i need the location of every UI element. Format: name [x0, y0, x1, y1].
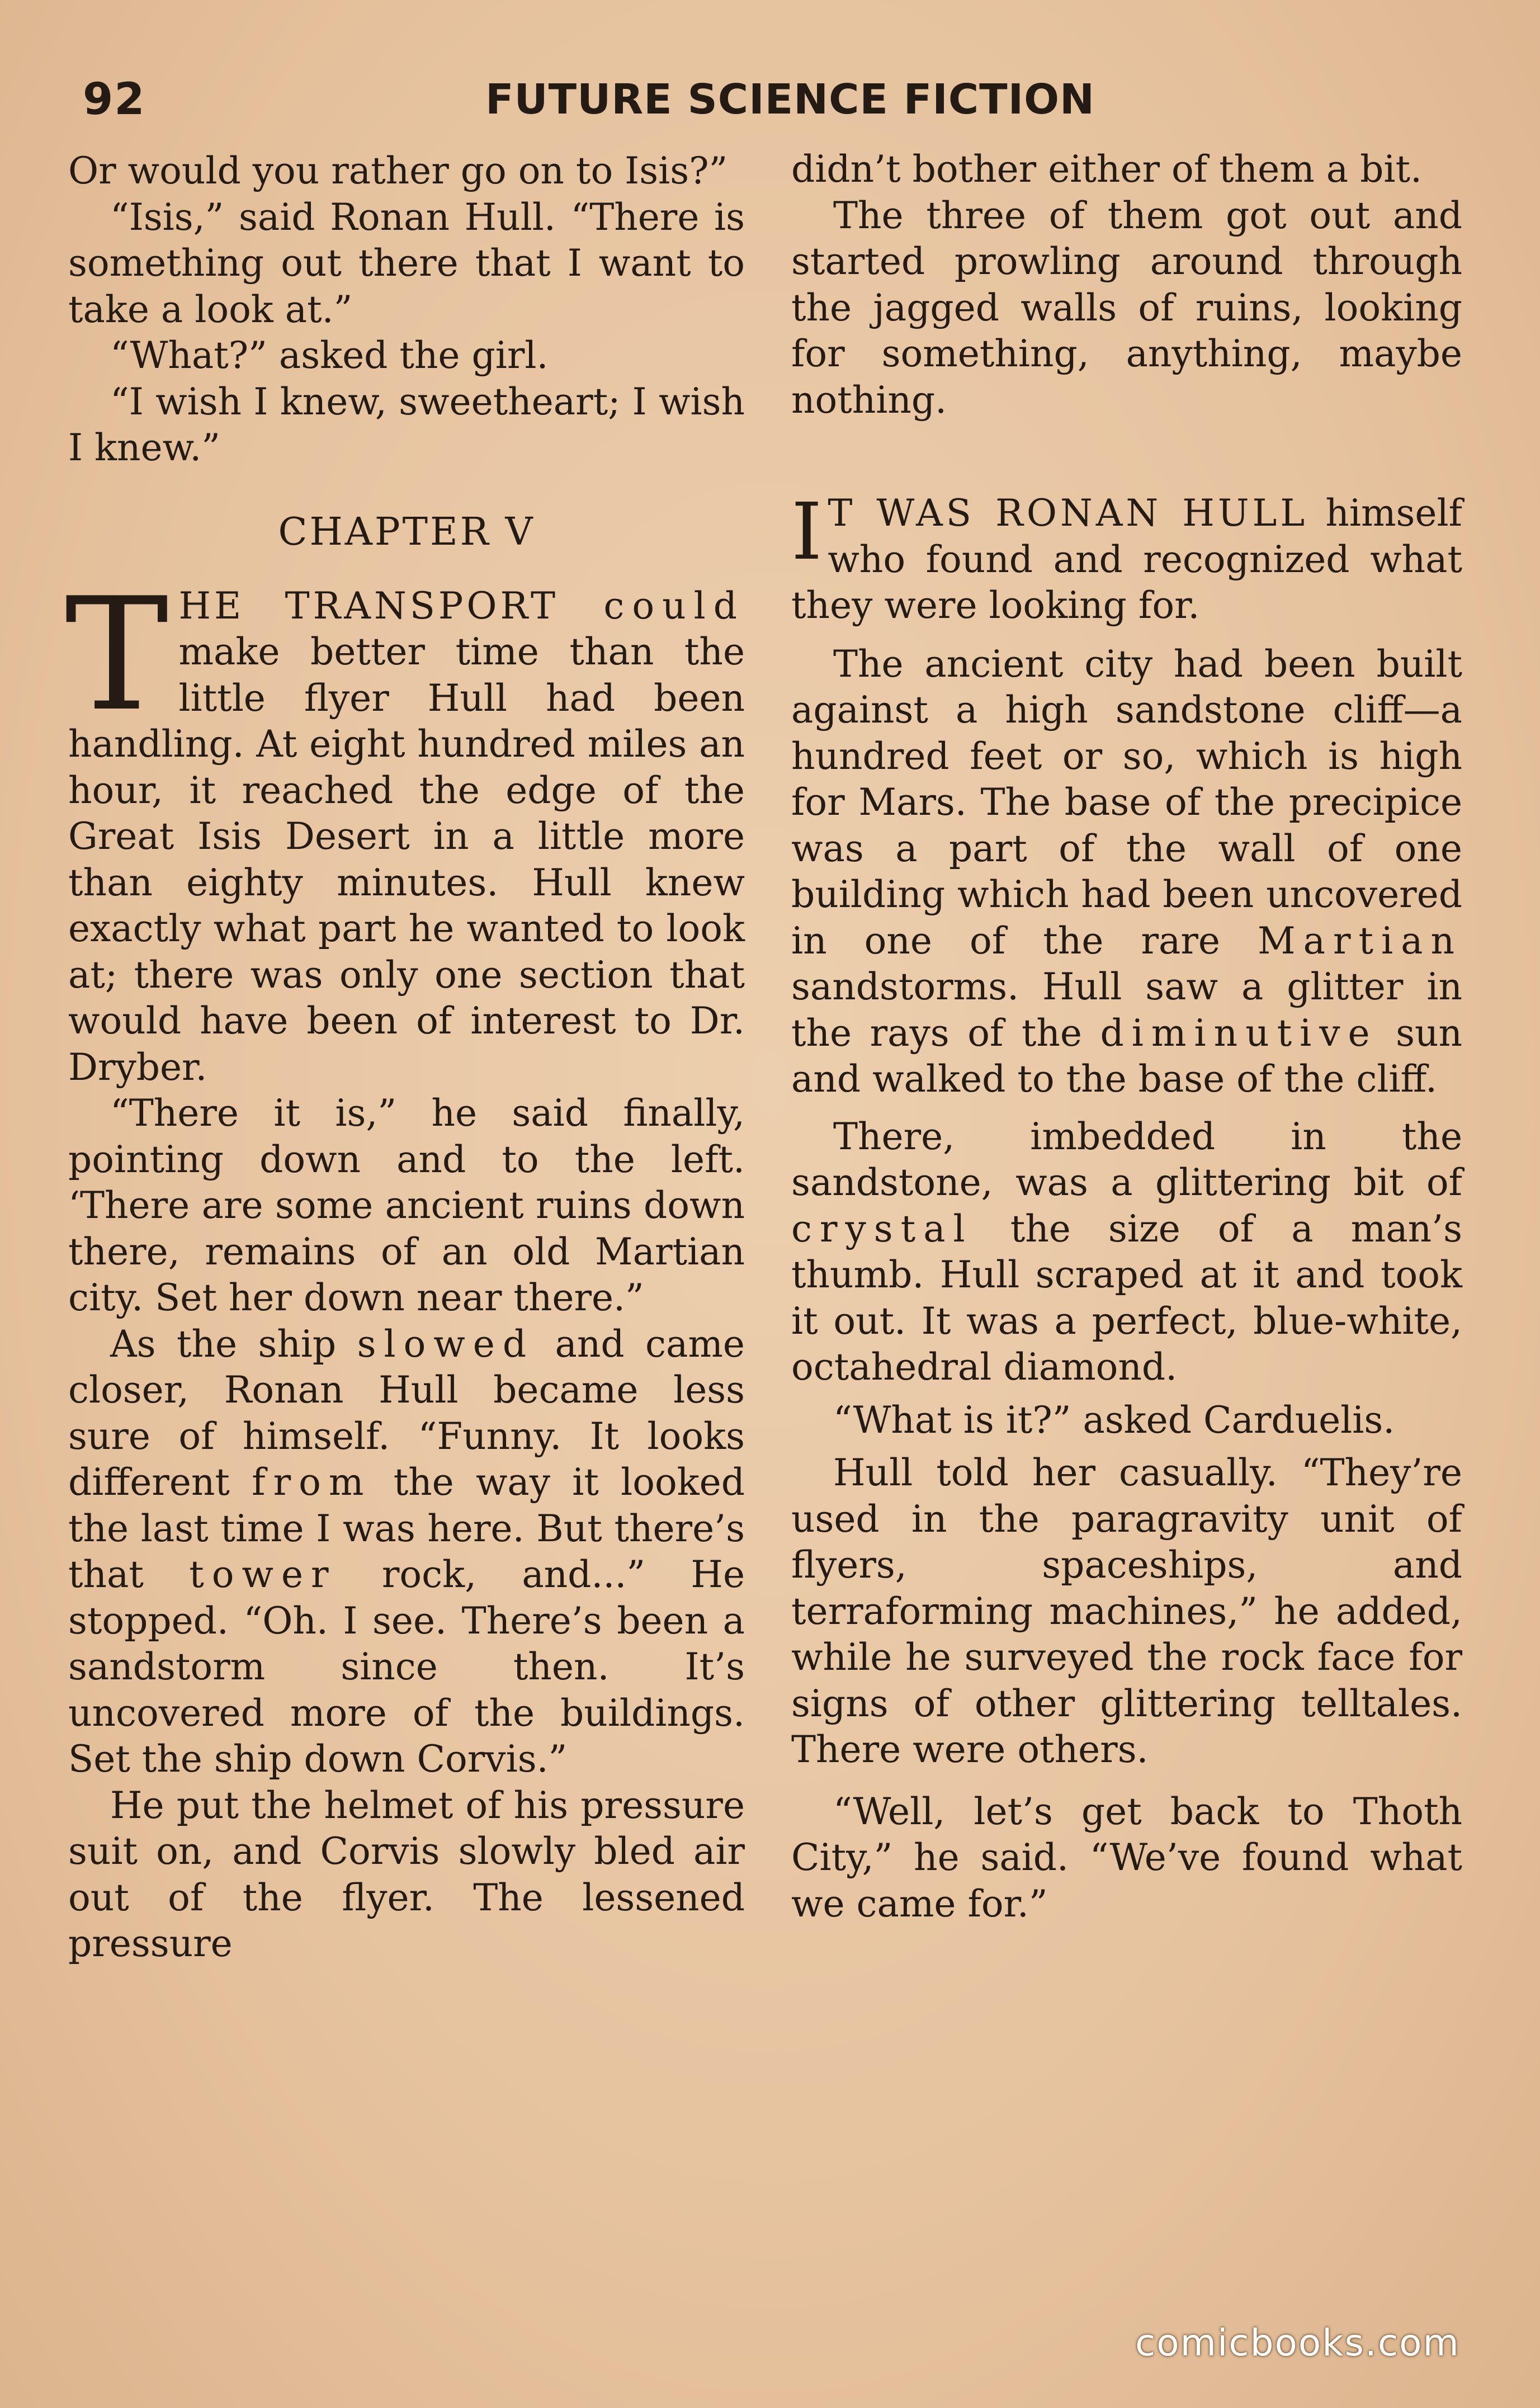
paragraph: “Isis,” said Ronan Hull. “There is something out there that I want to take a look at.”: [68, 195, 745, 331]
page-number: 92: [83, 74, 146, 125]
paragraph: “I wish I knew, sweetheart; I wish I knew.”: [68, 380, 745, 469]
paragraph-initial: [791, 487, 1462, 629]
paragraph: “What?” asked the girl.: [110, 334, 549, 377]
spaced-text: slowed: [357, 1322, 535, 1366]
paragraph-text: the size of a man’s thumb. Hull scraped at it and took it out. It was a perfect, blue-white, octahedral diamond.: [791, 1207, 1462, 1389]
page-header: [83, 72, 1095, 133]
right-column: [791, 147, 1462, 1927]
lead-in-text: T WAS RONAN HULL: [828, 492, 1308, 535]
paragraph-text: himself who found and recognized what they were looking for.: [791, 492, 1462, 627]
paragraph-text: The ancient city had been built against a high sandstone cliff—a hundred feet or so, which is high for Mars. The base of the precipice was a part of the wall of one building which had been uncovered in one of the rare: [791, 642, 1462, 962]
paragraph: “Well, let’s get back to Thoth City,” he said. “We’ve found what we came for.”: [791, 1790, 1462, 1925]
spaced-text: tower: [189, 1553, 337, 1596]
section-break: [791, 423, 1462, 490]
spaced-text: could: [559, 584, 745, 627]
paragraph-text: sandstorms. Hull saw a glitter in the rays of the: [791, 965, 1462, 1055]
paragraph: The three of them got out and started prowling around through the jagged walls of ruins, looking for something, anything, maybe nothing.: [791, 193, 1462, 422]
drop-cap: T: [65, 564, 169, 745]
paragraph-text: and came closer, Ronan Hull became less sure of himself. “Funny. It looks different: [68, 1322, 745, 1504]
chapter-heading: CHAPTER V: [278, 509, 535, 554]
paragraph-text: make better time than the little flyer Hull had been handling. At eight hundred miles an hour, it reached the edge of the Great Isis Desert in a little more than eighty minutes. Hull knew exactly what part he wanted to look at; there was only one section that would have been of interest to Dr. Dryber.: [68, 630, 745, 1089]
left-column: [65, 148, 745, 1967]
running-head: FUTURE SCIENCE FICTION: [485, 75, 1095, 124]
paragraph: “What is it?” asked Carduelis.: [833, 1398, 1395, 1442]
paragraph: Hull told her casually. “They’re used in the paragravity unit of flyers, spaceships, and terraforming machines,” he added, while he surveyed the rock face for signs of other glittering telltales. There were others.: [791, 1451, 1462, 1771]
paragraph: He put the helmet of his pressure suit on, and Corvis slowly bled air out of the flyer. The lessened pressure: [68, 1783, 745, 1965]
paragraph-drop-cap: [65, 564, 745, 1091]
spaced-text: crystal: [791, 1207, 973, 1250]
paragraph-text: As the ship: [110, 1322, 357, 1366]
spaced-text: Martian: [1258, 919, 1462, 962]
spaced-text: from: [252, 1461, 372, 1504]
initial-letter: I: [791, 487, 823, 578]
paragraph: didn’t bother either of them a bit.: [791, 148, 1422, 191]
watermark: comicbooks.com: [1135, 2321, 1460, 2364]
paragraph: Or would you rather go on to Isis?”: [68, 149, 728, 192]
paragraph-text: There, imbedded in the sandstone, was a glittering bit of: [791, 1115, 1462, 1204]
paragraph: “There it is,” he said finally, pointing down and to the left. ‘There are some ancient ruins down there, remains of an old Martian city. Set her down near there.”: [68, 1092, 745, 1319]
paragraph-text: rock, and...” He stopped. “Oh. I see. There’s been a sandstorm since then. It’s uncovered more of the buildings. Set the ship down Corvis.”: [68, 1553, 745, 1781]
paragraph-text: the way it looked the last time I was here. But there’s that: [68, 1461, 745, 1596]
paragraph: [68, 1321, 745, 1783]
spaced-text: diminutive: [1100, 1011, 1378, 1055]
lead-in-text: HE TRANSPORT: [178, 584, 559, 627]
paragraph: [791, 641, 1462, 1103]
paragraph: [791, 1114, 1462, 1391]
paragraph-text: sun and walked to the base of the cliff.: [791, 1011, 1462, 1101]
